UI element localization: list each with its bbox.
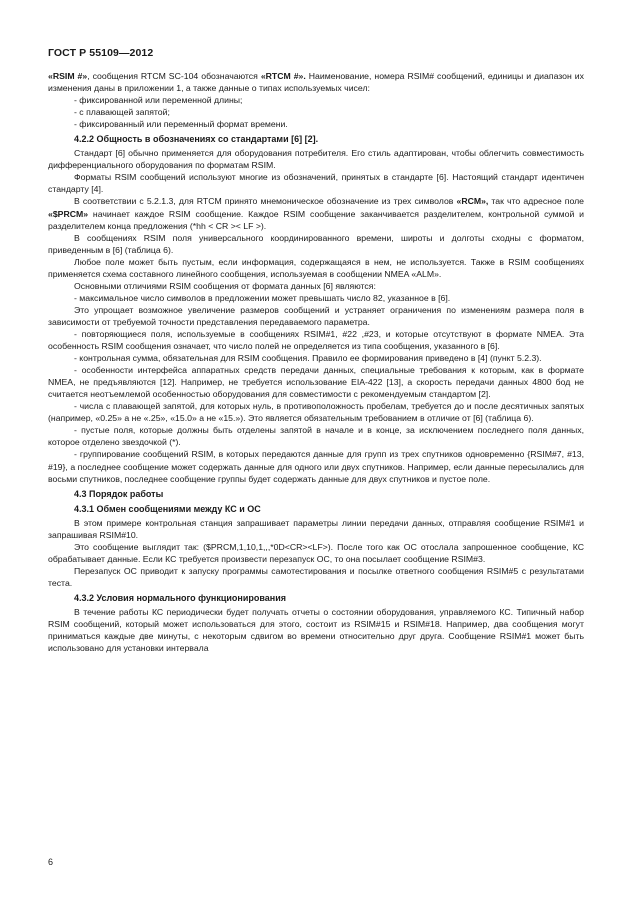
paragraph: Это сообщение выглядит так: ($PRCM,1,10,1,,,*0D<CR><LF>). После того как ОС отослала запрошенное сообщение, КС обрабатывает данные. Если КС требуется произвести перезапуск ОС, то она посылает сообщение RSIM#3. — [48, 541, 584, 564]
list-item: - фиксированной или переменной длины; — [74, 95, 243, 106]
section-heading-4-3-2: 4.3.2 Условия нормального функционирования — [74, 592, 287, 603]
section-heading-4-2-2: 4.2.2 Общность в обозначениях со стандартами [6] [2]. — [74, 134, 319, 145]
paragraph: Это упрощает возможное увеличение размеров сообщений и устраняет ограничения по изменениям размера поля в зависимости от требуемой точности представления передаваемого параметра. — [48, 304, 584, 327]
section-heading-4-3-1: 4.3.1 Обмен сообщениями между КС и ОС — [74, 503, 261, 514]
document-body — [48, 70, 584, 654]
paragraph: Любое поле может быть пустым, если информация, содержащаяся в нем, не используется. Также в RSIM сообщениях применяется схема составного линейного сообщения, используемая в сообщении NMEA «ALM». — [48, 256, 584, 279]
section-heading-4-3: 4.3 Порядок работы — [74, 488, 164, 499]
paragraph: Основными отличиями RSIM сообщения от формата данных [6] являются: — [74, 280, 376, 291]
paragraph: В этом примере контрольная станция запрашивает параметры линии передачи данных, отправляя сообщение RSIM#1 и запрашивая RSIM#10. — [48, 517, 584, 540]
document-header: ГОСТ Р 55109—2012 — [48, 47, 154, 59]
paragraph: - группирование сообщений RSIM, в которых передаются данные для групп из трех спутников одновременно {RSIM#7, #13, #19}, а последнее сообщение может содержать данные для одного или двух спутников. Например, если данные пересылались для восьми спутников, последнее сообщение группы будет содержать данные для двух спутников и пустое поле. — [48, 449, 584, 484]
paragraph: Перезапуск ОС приводит к запуску программы самотестирования и посылке ответного сообщения RSIM#5 с результатами теста. — [48, 565, 584, 588]
paragraph: - максимальное число символов в предложении может превышать число 82, указанное в [6]. — [74, 292, 451, 303]
list-item: - с плавающей запятой; — [74, 107, 170, 118]
paragraph: Стандарт [6] обычно применяется для оборудования потребителя. Его стиль адаптирован, чтобы облегчить совместимость дифференциального оборудования по форматам RSIM. — [48, 148, 584, 171]
paragraph: - повторяющиеся поля, используемые в сообщениях RSIM#1, #22 ,#23, и которые отсутствуют в формате NMEA. Эта особенность RSIM сообщения означает, что число полей не определяется из типа сообщения, указанного в [6]. — [48, 328, 584, 352]
list-item: - фиксированный или переменный формат времени. — [74, 119, 288, 130]
paragraph: - пустые поля, которые должны быть отделены запятой в начале и в конце, за исключением последнего поля данных, которое отделено звездочкой (*). — [48, 425, 584, 448]
paragraph: - числа с плавающей запятой, для которых нуль, в противоположность пробелам, требуется до и после десятичных запятых (например, «0.25» а не «.25», «15.0» а не «15.»). Это является обязательным требованием в отличие от [6] (таблица 6). — [48, 401, 584, 424]
paragraph: Форматы RSIM сообщений используют многие из обозначений, принятых в стандарте [6]. Настоящий стандарт идентичен стандарту [4]. — [48, 172, 584, 195]
paragraph: - контрольная сумма, обязательная для RSIM сообщения. Правило ее формирования приведено в [4] (пункт 5.2.3). — [74, 353, 542, 364]
paragraph-address-field: В соответствии с 5.2.1.3, для RTCM принято мнемоническое обозначение из трех символов «RCM», так что адресное поле «$PRCM» начинает каждое RSIM сообщение. Каждое RSIM сообщение заканчивается разделителем, контрольной суммой и разделителем конца предложения (*hh < CR >< LF >). — [48, 196, 584, 231]
paragraph: В течение работы КС периодически будет получать отчеты о состоянии оборудования, управляемого КС. Типичный набор RSIM сообщений, который может использоваться для этого, состоит из RSIM#15 и RSIM#18. Например, два сообщения могут приниматься каждые две минуты, с некоторым сдвигом во времени относительно друг друга. Сообщение RSIM#1 может быть использовано для установки интервала — [48, 607, 584, 654]
paragraph-message-names: «RSIM #», сообщения RTCM SC-104 обозначаются «RTCM #». Наименование, номера RSIM# сообщений, единицы и диапазон их изменения даны в приложении 1, а также данные о типах используемых чисел: — [48, 71, 584, 94]
paragraph: В сообщениях RSIM поля универсального координированного времени, широты и долготы сходны с форматом, приведенным в [6] (таблица 6). — [48, 232, 584, 255]
paragraph: - особенности интерфейса аппаратных средств передачи данных, специальные требования к которым, как в формате NMEA, не предъявляются [12]. Например, не требуется использование EIA-422 [13], а скорость передачи данных 4800 бод не считается неотъемлемой особенностью оборудования для совместимости с рекомендуемым стандартом [2]. — [48, 365, 584, 400]
page-number: 6 — [48, 857, 54, 867]
